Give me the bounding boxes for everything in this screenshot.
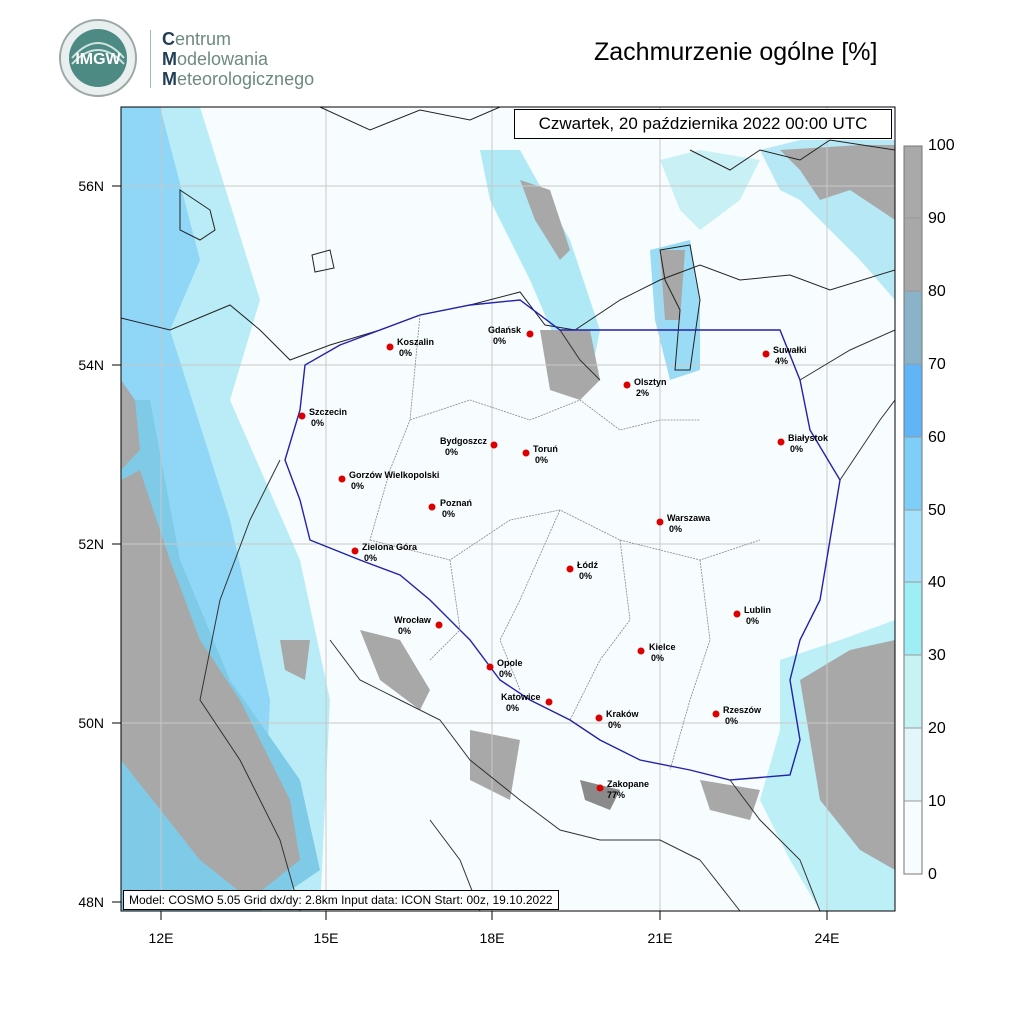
city-label-gdansk: Gdańsk bbox=[488, 325, 522, 335]
city-label-gorzow: Gorzów Wielkopolski bbox=[349, 470, 440, 480]
city-dot-suwalki bbox=[763, 351, 770, 358]
city-dot-bydgoszcz bbox=[491, 442, 498, 449]
city-dot-torun bbox=[523, 450, 530, 457]
city-dot-kielce bbox=[638, 648, 645, 655]
brand-line-1: Centrum bbox=[162, 29, 232, 49]
city-dot-opole bbox=[487, 664, 494, 671]
colorbar-tick-20: 20 bbox=[928, 720, 946, 737]
city-dot-rzeszow bbox=[713, 711, 720, 718]
city-label-lodz: Łódź bbox=[577, 560, 598, 570]
city-label-katowice: Katowice bbox=[501, 692, 541, 702]
lat-tick-48n: 48N bbox=[78, 894, 104, 910]
city-label-kielce: Kielce bbox=[649, 642, 676, 652]
city-value-koszalin: 0% bbox=[399, 348, 413, 358]
city-dot-lodz bbox=[567, 566, 574, 573]
lat-tick-52n: 52N bbox=[78, 536, 104, 552]
lon-tick-24e: 24E bbox=[814, 930, 840, 946]
colorbar-tick-60: 60 bbox=[928, 429, 946, 446]
city-label-rzeszow: Rzeszów bbox=[723, 705, 762, 715]
city-value-bydgoszcz: 0% bbox=[445, 447, 459, 457]
city-label-koszalin: Koszalin bbox=[397, 337, 435, 347]
city-value-gorzow: 0% bbox=[351, 481, 365, 491]
colorbar-tick-40: 40 bbox=[928, 574, 946, 591]
colorbar-tick-70: 70 bbox=[928, 356, 946, 373]
city-label-bydgoszcz: Bydgoszcz bbox=[440, 436, 488, 446]
city-dot-bialystok bbox=[778, 439, 785, 446]
city-value-lodz: 0% bbox=[579, 571, 593, 581]
colorbar-tick-80: 80 bbox=[928, 283, 946, 300]
city-label-krakow: Kraków bbox=[606, 709, 639, 719]
city-value-zakopane: 77% bbox=[607, 790, 626, 800]
lat-tick-56n: 56N bbox=[78, 178, 104, 194]
city-value-katowice: 0% bbox=[506, 703, 520, 713]
city-dot-zielona-gora bbox=[352, 548, 359, 555]
city-dot-poznan bbox=[429, 504, 436, 511]
logo-text: IMGW bbox=[75, 51, 121, 68]
brand-line-3: Meteorologicznego bbox=[162, 69, 315, 89]
city-label-szczecin: Szczecin bbox=[309, 407, 348, 417]
city-label-zielona-gora: Zielona Góra bbox=[362, 542, 418, 552]
city-label-olsztyn: Olsztyn bbox=[634, 377, 667, 387]
city-label-bialystok: Białystok bbox=[788, 433, 829, 443]
lat-tick-50n: 50N bbox=[78, 715, 104, 731]
map-title: Zachmurzenie ogólne [%] bbox=[594, 38, 878, 66]
city-dot-katowice bbox=[546, 699, 553, 706]
lon-tick-18e: 18E bbox=[479, 930, 505, 946]
city-value-suwalki: 4% bbox=[775, 356, 789, 366]
city-value-poznan: 0% bbox=[442, 509, 456, 519]
city-value-olsztyn: 2% bbox=[636, 388, 650, 398]
colorbar-tick-30: 30 bbox=[928, 647, 946, 664]
city-value-wroclaw: 0% bbox=[398, 626, 412, 636]
city-label-lublin: Lublin bbox=[744, 605, 771, 615]
city-dot-zakopane bbox=[597, 785, 604, 792]
colorbar-tick-0: 0 bbox=[928, 866, 937, 883]
colorbar-tick-90: 90 bbox=[928, 210, 946, 227]
lon-tick-15e: 15E bbox=[313, 930, 339, 946]
city-value-bialystok: 0% bbox=[790, 444, 804, 454]
city-value-warszawa: 0% bbox=[669, 524, 683, 534]
city-dot-lublin bbox=[734, 611, 741, 618]
colorbar-tick-50: 50 bbox=[928, 502, 946, 519]
brand-line-2: Modelowania bbox=[162, 49, 269, 69]
city-label-zakopane: Zakopane bbox=[607, 779, 650, 789]
city-value-gdansk: 0% bbox=[493, 336, 507, 346]
lat-tick-54n: 54N bbox=[78, 357, 104, 373]
city-label-wroclaw: Wrocław bbox=[394, 615, 431, 625]
lon-tick-21e: 21E bbox=[647, 930, 673, 946]
colorbar bbox=[904, 146, 922, 874]
city-label-poznan: Poznań bbox=[440, 498, 473, 508]
city-label-torun: Toruń bbox=[533, 444, 558, 454]
colorbar-tick-100: 100 bbox=[928, 137, 955, 154]
city-label-suwalki: Suwałki bbox=[773, 345, 807, 355]
city-dot-olsztyn bbox=[624, 382, 631, 389]
city-value-szczecin: 0% bbox=[311, 418, 325, 428]
model-info-label: Model: COSMO 5.05 Grid dx/dy: 2.8km Input data: ICON Start: 00z, 19.10.2022 bbox=[123, 890, 559, 910]
city-dot-koszalin bbox=[387, 344, 394, 351]
city-dot-szczecin bbox=[299, 413, 306, 420]
city-value-krakow: 0% bbox=[608, 720, 622, 730]
city-value-lublin: 0% bbox=[746, 616, 760, 626]
city-value-zielona-gora: 0% bbox=[364, 553, 378, 563]
lon-tick-12e: 12E bbox=[148, 930, 174, 946]
city-value-kielce: 0% bbox=[651, 653, 665, 663]
city-value-opole: 0% bbox=[499, 669, 513, 679]
city-value-torun: 0% bbox=[535, 455, 549, 465]
city-dot-wroclaw bbox=[436, 622, 443, 629]
city-label-warszawa: Warszawa bbox=[667, 513, 711, 523]
colorbar-tick-10: 10 bbox=[928, 793, 946, 810]
city-dot-krakow bbox=[596, 715, 603, 722]
city-dot-gdansk bbox=[527, 331, 534, 338]
city-dot-gorzow bbox=[339, 476, 346, 483]
city-label-opole: Opole bbox=[497, 658, 523, 668]
city-value-rzeszow: 0% bbox=[725, 716, 739, 726]
city-dot-warszawa bbox=[657, 519, 664, 526]
forecast-date-label: Czwartek, 20 października 2022 00:00 UTC bbox=[514, 109, 892, 139]
